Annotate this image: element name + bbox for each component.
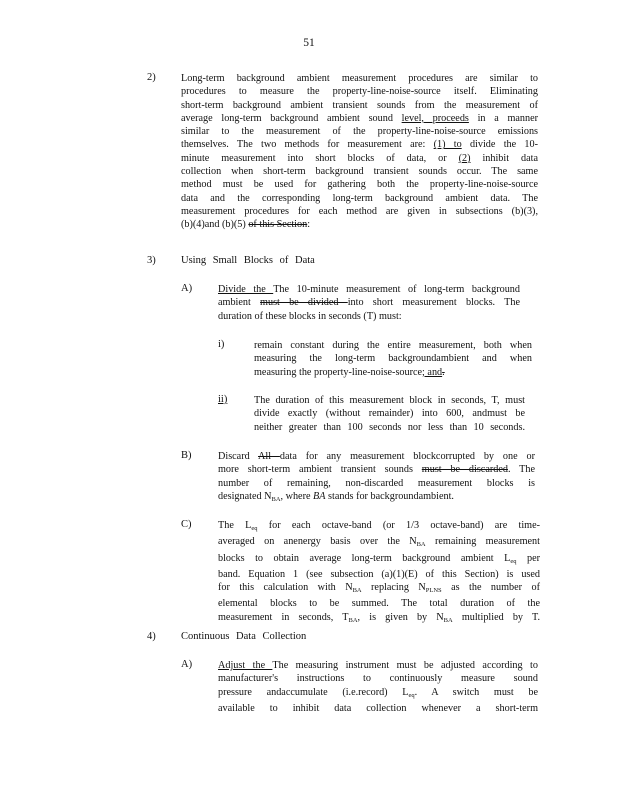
text-line: Discard All data for any measurement blockcorrupted by one or bbox=[218, 451, 535, 462]
text-line: available to inhibit data collection whenever a short-term bbox=[218, 702, 538, 714]
text-line: band. Equation 1 (see subsection (a)(1)(E) of this Section) is used bbox=[218, 568, 540, 580]
text-line: Divide the The 10-minute measurement of long-term background bbox=[218, 284, 520, 295]
text-line: Adjust the The measuring instrument must be adjusted according to bbox=[218, 660, 538, 671]
text-line: more short-term ambient transient sounds must be discarded. The bbox=[218, 464, 535, 476]
text-line: elemental blocks to be summed. The total duration of the bbox=[218, 598, 540, 610]
item-2-number: 2) bbox=[147, 72, 156, 83]
item-3-number: 3) bbox=[147, 255, 156, 266]
text-line: measurement in seconds, $T_{BA}$, is given by $N_{BA}$ multiplied by T. bbox=[218, 611, 540, 624]
text-line: collection when short-term background transient sounds occur. The same bbox=[181, 166, 538, 178]
inserted-text: Divide the bbox=[218, 284, 274, 295]
item-4a-number: A) bbox=[181, 659, 193, 670]
item-3c-number: C) bbox=[181, 519, 192, 530]
text-line: duration of these blocks in seconds (T) must: bbox=[218, 310, 402, 322]
text-line: The $L_{eq}$ for each octave-band (or 1/3 octave-band) are time- bbox=[218, 520, 540, 532]
text-line: procedures to measure the property-line-noise-source itself. Eliminating bbox=[181, 86, 538, 98]
text-line: for this calculation with $N_{BA}$ replacing $N_{PLNS}$ as the number of bbox=[218, 582, 540, 595]
text-line: averaged on anenergy basis over the $N_{BA}$ remaining measurement bbox=[218, 536, 540, 549]
text-line: The duration of this measurement block in seconds, T, must bbox=[254, 395, 525, 406]
item-4-heading: Continuous Data Collection bbox=[181, 631, 307, 642]
text-line: divide exactly (without remainder) into 600, andmust be bbox=[254, 408, 525, 420]
deleted-text: . bbox=[442, 366, 445, 378]
text-line: measuring the property-line-noise-source; and. bbox=[254, 366, 445, 378]
deleted-text: must be discarded bbox=[421, 464, 508, 476]
item-3a-i-paragraph bbox=[254, 339, 532, 379]
text-line: measurement procedures for each method are given in subsections (b)(3), bbox=[181, 205, 538, 217]
item-3c-paragraph bbox=[218, 519, 540, 627]
item-3a-number: A) bbox=[181, 283, 193, 294]
text-line: Long-term background ambient measurement procedures are similar to bbox=[181, 73, 538, 84]
text-line: pressure andaccumulate (i.e.record) $L_{eq}$. A switch must be bbox=[218, 686, 538, 699]
text-line: average long-term background ambient sound level, proceeds in a manner bbox=[181, 112, 538, 124]
text-line: themselves. The two methods for measurement are: (1) to divide the 10- bbox=[181, 139, 538, 151]
deleted-text: must be divided bbox=[260, 297, 348, 309]
inserted-text: level, proceeds bbox=[401, 112, 469, 124]
text-line: method must be used for gathering both the property-line-noise-source bbox=[181, 179, 538, 191]
item-4-number: 4) bbox=[147, 631, 156, 642]
text-line: similar to the measurement of the property-line-noise-source emissions bbox=[181, 126, 538, 138]
item-2-paragraph bbox=[181, 72, 538, 232]
text-line: manufacturer's instructions to continuously measure sound bbox=[218, 673, 538, 685]
item-3b-number: B) bbox=[181, 450, 192, 461]
deleted-text: of this Section bbox=[248, 219, 308, 231]
inserted-text: (1) to bbox=[433, 139, 462, 151]
text-line: blocks to obtain average long-term background ambient $L_{eq}$ per bbox=[218, 552, 540, 565]
item-3-heading: Using Small Blocks of Data bbox=[181, 255, 315, 266]
text-line: ambient must be divided into short measurement blocks. The bbox=[218, 297, 520, 309]
item-3a-ii-paragraph bbox=[254, 394, 525, 434]
inserted-text: ; and bbox=[422, 366, 443, 378]
text-line: measuring the long-term backgroundambient and when bbox=[254, 353, 532, 365]
text-line: remain constant during the entire measurement, both when bbox=[254, 340, 532, 351]
inserted-text: (2) bbox=[458, 152, 471, 164]
item-3a-ii-number: ii) bbox=[218, 394, 228, 405]
text-line: neither greater than 100 seconds nor less than 10 seconds. bbox=[254, 421, 525, 433]
text-line: data and the corresponding long-term background ambient data. The bbox=[181, 192, 538, 204]
deleted-text: All bbox=[258, 451, 280, 462]
item-3a-paragraph bbox=[218, 283, 520, 323]
text-line: short-term background ambient transient sounds from the measurement of bbox=[181, 99, 538, 111]
text-line: designated $N_{BA}$, where BA stands for backgroundambient. bbox=[218, 490, 454, 503]
inserted-text: Adjust the bbox=[218, 660, 273, 671]
text-line: number of remaining, non-discarded measurement blocks is bbox=[218, 477, 535, 489]
page-number: 51 bbox=[303, 37, 315, 49]
item-3b-paragraph bbox=[218, 450, 535, 506]
item-4a-paragraph bbox=[218, 659, 538, 715]
item-3a-i-number: i) bbox=[218, 339, 225, 350]
text-line: minute measurement into short blocks of data, or (2) inhibit data bbox=[181, 152, 538, 164]
text-line: (b)(4)and (b)(5) of this Section: bbox=[181, 219, 311, 231]
